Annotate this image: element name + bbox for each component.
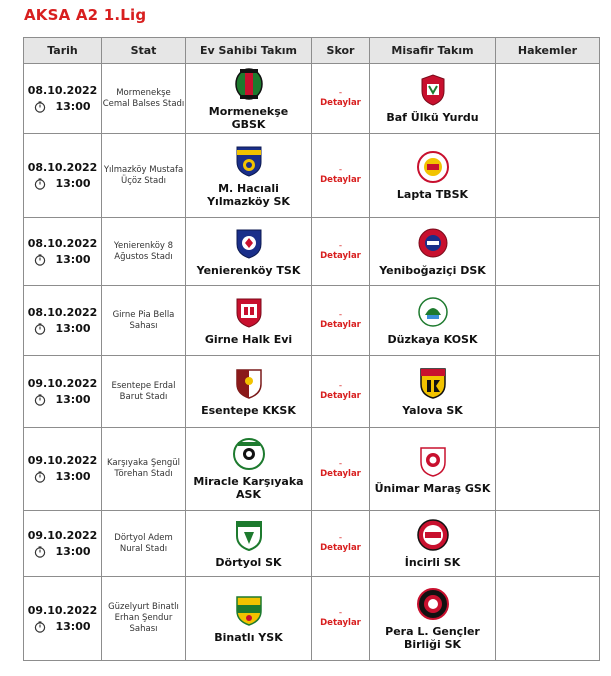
details-link[interactable]: Detaylar bbox=[320, 251, 361, 261]
match-time: 13:00 bbox=[55, 321, 91, 335]
referees-cell bbox=[496, 356, 600, 428]
match-row bbox=[24, 577, 600, 661]
away-team-cell[interactable] bbox=[370, 356, 496, 428]
home-team-cell[interactable] bbox=[186, 577, 312, 661]
match-stadium: Yılmazköy Mustafa Üçöz Stadı bbox=[102, 134, 186, 218]
match-date: 09.10.2022 bbox=[27, 528, 98, 542]
match-time: 13:00 bbox=[55, 392, 91, 406]
pera-gencler-logo-icon bbox=[416, 587, 450, 621]
away-team-name[interactable]: Düzkaya KOSK bbox=[387, 333, 478, 346]
details-link[interactable]: Detaylar bbox=[320, 175, 361, 185]
clock-icon bbox=[34, 394, 46, 406]
home-team-cell[interactable] bbox=[186, 134, 312, 218]
header-referees: Hakemler bbox=[496, 38, 600, 64]
clock-icon bbox=[34, 178, 46, 190]
header-away-team: Misafir Takım bbox=[370, 38, 496, 64]
match-date-cell bbox=[24, 577, 102, 661]
match-date: 08.10.2022 bbox=[27, 305, 98, 319]
details-link[interactable]: Detaylar bbox=[320, 618, 361, 628]
referees-cell bbox=[496, 511, 600, 577]
match-time: 13:00 bbox=[55, 619, 91, 633]
home-team-cell[interactable] bbox=[186, 286, 312, 356]
clock-icon bbox=[34, 323, 46, 335]
yenierenkoy-logo-icon bbox=[234, 226, 264, 260]
match-time: 13:00 bbox=[55, 176, 91, 190]
match-row bbox=[24, 64, 600, 134]
match-stadium: Güzelyurt Binatlı Erhan Şendur Sahası bbox=[102, 577, 186, 661]
dortyol-logo-icon bbox=[234, 518, 264, 552]
score-value: - bbox=[338, 381, 343, 391]
score-cell bbox=[312, 218, 370, 286]
match-date-cell bbox=[24, 356, 102, 428]
score-value: - bbox=[338, 458, 343, 469]
home-team-name[interactable]: Girne Halk Evi bbox=[204, 333, 293, 346]
referees-cell bbox=[496, 577, 600, 661]
details-link[interactable]: Detaylar bbox=[320, 98, 361, 108]
yilmazkoy-logo-icon bbox=[234, 144, 264, 178]
match-stadium: Karşıyaka Şengül Törehan Stadı bbox=[102, 428, 186, 511]
match-date: 09.10.2022 bbox=[27, 376, 98, 390]
home-team-cell[interactable] bbox=[186, 511, 312, 577]
home-team-name[interactable]: Binatlı YSK bbox=[214, 631, 283, 644]
match-date-cell bbox=[24, 286, 102, 356]
yenibogazici-logo-icon bbox=[417, 226, 449, 260]
league-title: AKSA A2 1.Lig bbox=[24, 6, 147, 24]
match-date: 08.10.2022 bbox=[27, 160, 98, 174]
match-row bbox=[24, 428, 600, 511]
match-row bbox=[24, 356, 600, 428]
clock-icon bbox=[34, 254, 46, 266]
mormenekse-logo-icon bbox=[234, 67, 264, 101]
score-cell bbox=[312, 511, 370, 577]
incirli-logo-icon bbox=[416, 518, 450, 552]
away-team-cell[interactable] bbox=[370, 134, 496, 218]
header-home-team: Ev Sahibi Takım bbox=[186, 38, 312, 64]
match-date-cell bbox=[24, 218, 102, 286]
baf-ulku-yurdu-logo-icon bbox=[418, 73, 448, 107]
clock-icon bbox=[34, 621, 46, 633]
away-team-cell[interactable] bbox=[370, 64, 496, 134]
match-stadium: Yenierenköy 8 Ağustos Stadı bbox=[102, 218, 186, 286]
referees-cell bbox=[496, 286, 600, 356]
lapta-tbsk-logo-icon bbox=[416, 150, 450, 184]
score-value: - bbox=[338, 310, 343, 320]
match-stadium: Mormenekşe Cemal Balses Stadı bbox=[102, 64, 186, 134]
clock-icon bbox=[34, 101, 46, 113]
referees-cell bbox=[496, 134, 600, 218]
away-team-cell[interactable] bbox=[370, 428, 496, 511]
score-value: - bbox=[338, 608, 343, 618]
away-team-cell[interactable] bbox=[370, 577, 496, 661]
match-date: 08.10.2022 bbox=[27, 83, 98, 97]
match-stadium: Esentepe Erdal Barut Stadı bbox=[102, 356, 186, 428]
home-team-cell[interactable] bbox=[186, 218, 312, 286]
home-team-cell[interactable] bbox=[186, 64, 312, 134]
details-link[interactable]: Detaylar bbox=[320, 468, 361, 479]
header-stadium: Stat bbox=[102, 38, 186, 64]
score-cell bbox=[312, 356, 370, 428]
away-team-name[interactable]: Yalova SK bbox=[402, 404, 463, 417]
match-row bbox=[24, 286, 600, 356]
away-team-name[interactable]: Baf Ülkü Yurdu bbox=[386, 111, 479, 124]
details-link[interactable]: Detaylar bbox=[320, 543, 361, 553]
referees-cell bbox=[496, 64, 600, 134]
fixtures-table bbox=[23, 37, 600, 661]
match-date-cell bbox=[24, 428, 102, 511]
away-team-name[interactable]: Yeniboğaziçi DSK bbox=[379, 264, 486, 277]
header-date: Tarih bbox=[24, 38, 102, 64]
header-row bbox=[24, 38, 600, 64]
match-date-cell bbox=[24, 64, 102, 134]
away-team-name[interactable]: Pera L. Gençler Birliği SK bbox=[385, 624, 480, 651]
score-cell bbox=[312, 286, 370, 356]
match-date: 08.10.2022 bbox=[27, 236, 98, 250]
clock-icon bbox=[34, 546, 46, 558]
duzkaya-logo-icon bbox=[417, 295, 449, 329]
match-row bbox=[24, 511, 600, 577]
match-stadium: Dörtyol Adem Nural Stadı bbox=[102, 511, 186, 577]
clock-icon bbox=[34, 471, 46, 483]
match-time: 13:00 bbox=[55, 99, 91, 113]
match-row bbox=[24, 218, 600, 286]
match-row bbox=[24, 134, 600, 218]
home-team-name[interactable]: Yenierenköy TSK bbox=[196, 264, 301, 277]
details-link[interactable]: Detaylar bbox=[320, 320, 361, 330]
home-team-name[interactable]: Dörtyol SK bbox=[215, 556, 282, 569]
away-team-cell[interactable] bbox=[370, 286, 496, 356]
home-team-name[interactable]: Mormenekşe GBSK bbox=[208, 104, 289, 131]
score-value: - bbox=[338, 165, 343, 175]
score-cell bbox=[312, 428, 370, 511]
away-team-name[interactable]: Lapta TBSK bbox=[396, 188, 469, 201]
score-value: - bbox=[338, 241, 343, 251]
match-time: 13:00 bbox=[55, 470, 91, 483]
home-team-name[interactable]: Esentepe KKSK bbox=[201, 404, 296, 417]
home-team-name[interactable]: Miracle Karşıyaka ASK bbox=[193, 475, 304, 501]
unimar-maras-logo-icon bbox=[417, 444, 449, 478]
score-value: - bbox=[338, 533, 343, 543]
match-stadium: Girne Pia Bella Sahası bbox=[102, 286, 186, 356]
girne-halk-evi-logo-icon bbox=[234, 295, 264, 329]
header-score: Skor bbox=[312, 38, 370, 64]
home-team-cell[interactable] bbox=[186, 356, 312, 428]
match-date: 09.10.2022 bbox=[27, 454, 98, 467]
referees-cell bbox=[496, 218, 600, 286]
match-date: 09.10.2022 bbox=[27, 603, 98, 617]
score-value: - bbox=[338, 88, 343, 98]
home-team-cell[interactable] bbox=[186, 428, 312, 511]
binatli-logo-icon bbox=[234, 593, 264, 627]
match-date-cell bbox=[24, 511, 102, 577]
esentepe-logo-icon bbox=[234, 366, 264, 400]
details-link[interactable]: Detaylar bbox=[320, 391, 361, 401]
score-cell bbox=[312, 64, 370, 134]
away-team-name[interactable]: Ünimar Maraş GSK bbox=[374, 481, 491, 495]
score-cell bbox=[312, 134, 370, 218]
away-team-name[interactable]: İncirli SK bbox=[404, 556, 461, 569]
match-date-cell bbox=[24, 134, 102, 218]
home-team-name[interactable]: M. Hacıali Yılmazköy SK bbox=[207, 181, 290, 208]
match-time: 13:00 bbox=[55, 252, 91, 266]
away-team-cell[interactable] bbox=[370, 511, 496, 577]
referees-cell bbox=[496, 428, 600, 511]
miracle-karsiyaka-logo-icon bbox=[232, 437, 266, 471]
away-team-cell[interactable] bbox=[370, 218, 496, 286]
score-cell bbox=[312, 577, 370, 661]
yalova-logo-icon bbox=[417, 366, 449, 400]
match-time: 13:00 bbox=[55, 544, 91, 558]
